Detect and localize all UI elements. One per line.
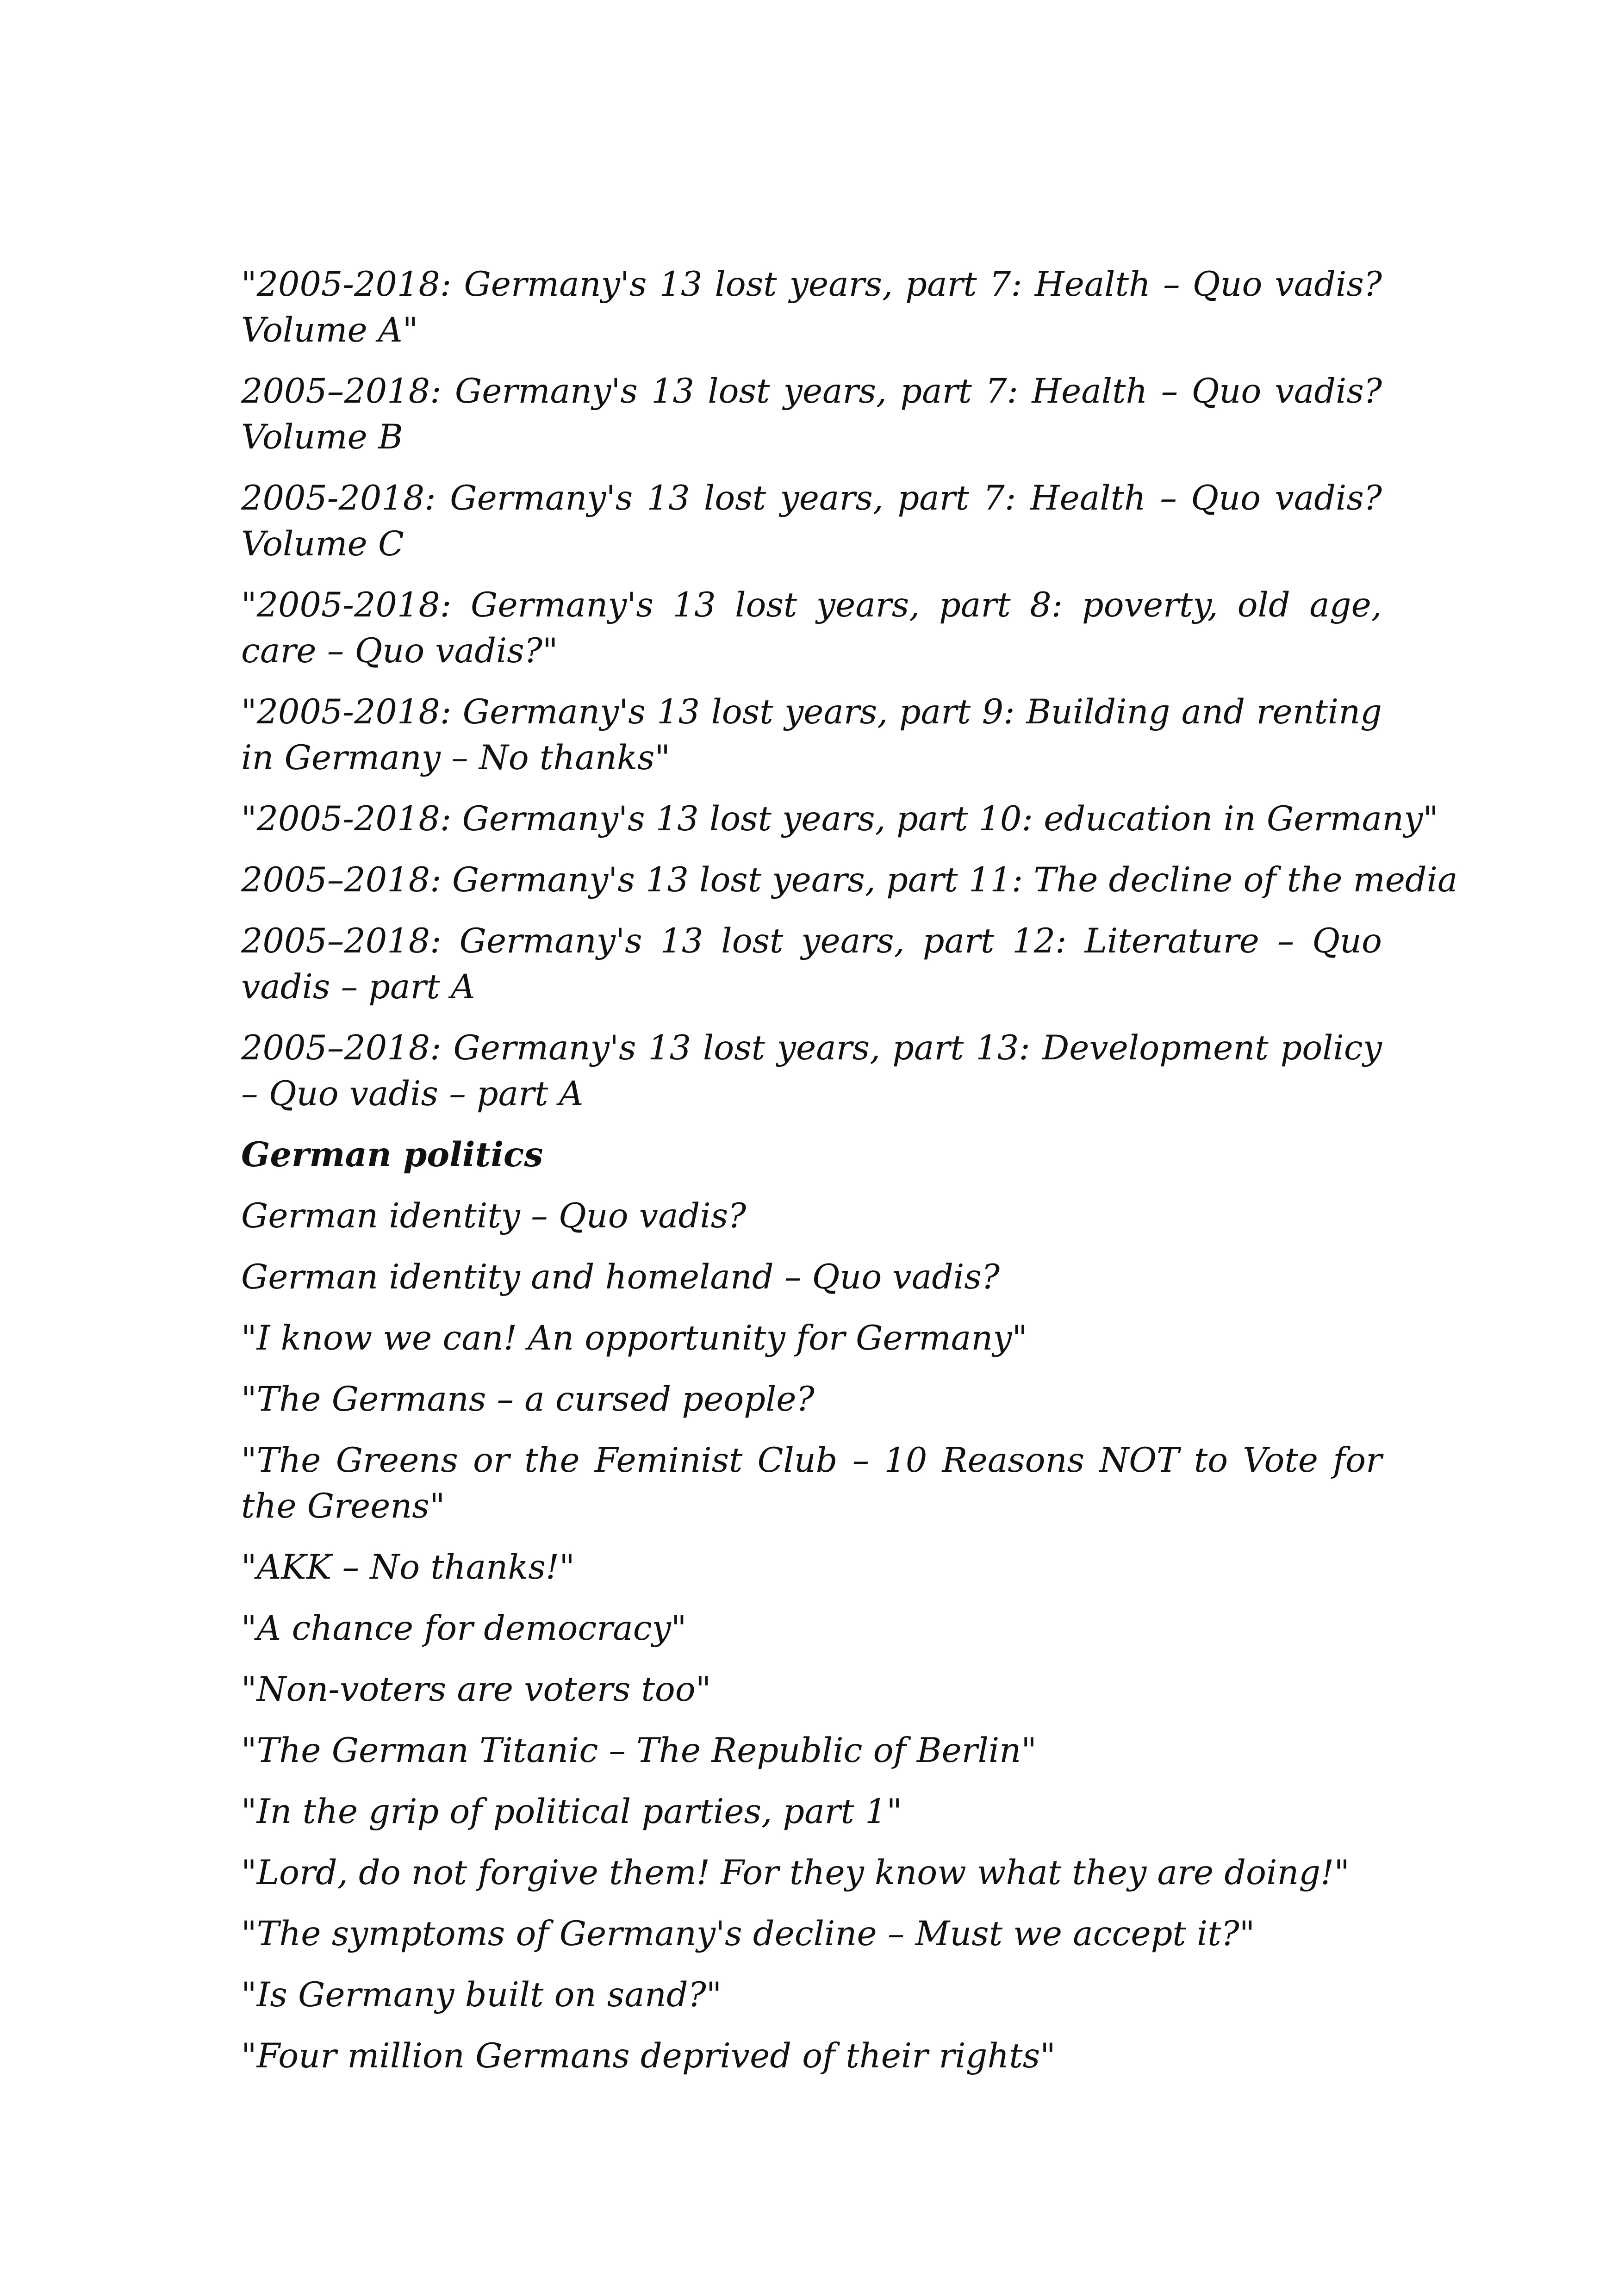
- book-title-entry: German identity – Quo vadis?: [241, 1196, 747, 1236]
- book-title-entry: "AKK – No thanks!": [241, 1548, 575, 1587]
- book-title-entry: 2005–2018: Germany's 13 lost years, part 11: The decline of the media: [241, 860, 1458, 900]
- book-title-entry: "I know we can! An opportunity for Germany": [241, 1319, 1028, 1358]
- book-title-entry: 2005–2018: Germany's 13 lost years, part 7: Health – Quo vadis? Volume B: [241, 372, 1382, 457]
- book-title-entry: "2005-2018: Germany's 13 lost years, part 8: poverty, old age, care – Quo vadis?": [241, 585, 1382, 671]
- book-title-entry: "The Greens or the Feminist Club – 10 Reasons NOT to Vote for the Greens": [241, 1441, 1382, 1526]
- book-title-entry: "2005-2018: Germany's 13 lost years, part 10: education in Germany": [241, 799, 1439, 839]
- book-title-entry: "2005-2018: Germany's 13 lost years, part 9: Building and renting in Germany – No thanks": [241, 692, 1382, 778]
- book-title-entry: "Lord, do not forgive them! For they know what they are doing!": [241, 1853, 1350, 1892]
- book-title-entry: "Four million Germans deprived of their rights": [241, 2036, 1056, 2076]
- book-title-entry: "Non-voters are voters too": [241, 1670, 711, 1709]
- book-title-entry: German identity and homeland – Quo vadis?: [241, 1257, 1000, 1297]
- book-title-entry: "In the grip of political parties, part 1": [241, 1792, 902, 1831]
- book-title-entry: 2005-2018: Germany's 13 lost years, part 7: Health – Quo vadis? Volume C: [241, 479, 1382, 564]
- book-title-entry: "The Germans – a cursed people?: [241, 1380, 815, 1419]
- section-heading: German politics: [241, 1135, 543, 1175]
- book-title-entry: 2005–2018: Germany's 13 lost years, part 12: Literature – Quo vadis – part A: [241, 921, 1382, 1007]
- book-title-entry: "A chance for democracy": [241, 1609, 687, 1648]
- book-title-entry: "2005-2018: Germany's 13 lost years, part 7: Health – Quo vadis? Volume A": [241, 265, 1382, 350]
- document-page: [241, 261, 1458, 2094]
- book-title-entry: "Is Germany built on sand?": [241, 1975, 722, 2015]
- book-title-entry: "The German Titanic – The Republic of Berlin": [241, 1731, 1037, 1770]
- book-title-entry: "The symptoms of Germany's decline – Must we accept it?": [241, 1914, 1255, 1954]
- book-title-entry: 2005–2018: Germany's 13 lost years, part 13: Development policy – Quo vadis – part A: [241, 1028, 1382, 1114]
